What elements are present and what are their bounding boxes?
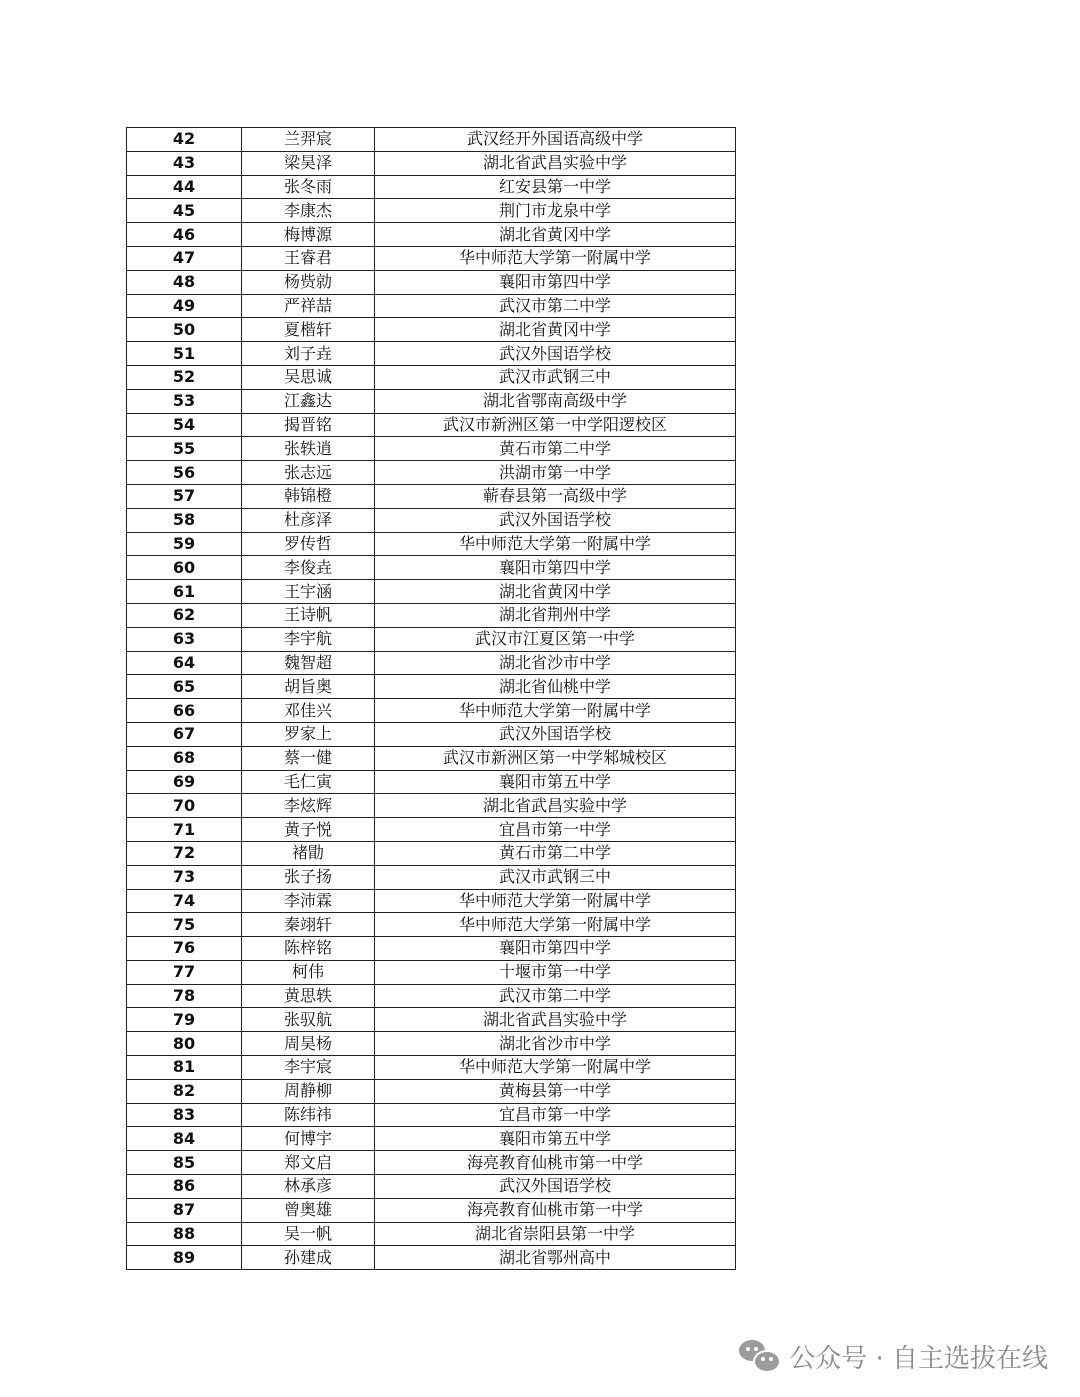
table-row: [127, 389, 736, 413]
table-row: [127, 1151, 736, 1175]
row-number: 65: [127, 675, 242, 699]
row-number: 86: [127, 1175, 242, 1199]
table-row: [127, 1056, 736, 1080]
row-number: 75: [127, 913, 242, 937]
table-row: [127, 1246, 736, 1270]
student-name: 江鑫达: [242, 389, 375, 413]
table-row: [127, 627, 736, 651]
row-number: 72: [127, 841, 242, 865]
table-row: [127, 365, 736, 389]
row-number: 46: [127, 223, 242, 247]
row-number: 63: [127, 627, 242, 651]
wechat-icon: [739, 1340, 779, 1372]
school-name: 华中师范大学第一附属中学: [375, 246, 736, 270]
row-number: 77: [127, 960, 242, 984]
student-name: 严祥喆: [242, 294, 375, 318]
student-name: 蔡一健: [242, 746, 375, 770]
table-row: [127, 318, 736, 342]
row-number: 78: [127, 984, 242, 1008]
student-name: 孙建成: [242, 1246, 375, 1270]
table-row: [127, 1175, 736, 1199]
student-name: 柯伟: [242, 960, 375, 984]
student-name: 张轶逍: [242, 437, 375, 461]
row-number: 69: [127, 770, 242, 794]
table-row: [127, 532, 736, 556]
table-row: [127, 818, 736, 842]
school-name: 华中师范大学第一附属中学: [375, 699, 736, 723]
school-name: 武汉经开外国语高级中学: [375, 128, 736, 152]
student-name: 李宇宸: [242, 1056, 375, 1080]
school-name: 湖北省黄冈中学: [375, 318, 736, 342]
school-name: 湖北省武昌实验中学: [375, 794, 736, 818]
student-name: 王睿君: [242, 246, 375, 270]
table-row: [127, 841, 736, 865]
student-name: 杜彦泽: [242, 508, 375, 532]
row-number: 82: [127, 1079, 242, 1103]
school-name: 湖北省鄂南高级中学: [375, 389, 736, 413]
student-name: 林承彦: [242, 1175, 375, 1199]
row-number: 67: [127, 722, 242, 746]
student-name: 魏智超: [242, 651, 375, 675]
student-name: 王诗帆: [242, 603, 375, 627]
row-number: 71: [127, 818, 242, 842]
row-number: 70: [127, 794, 242, 818]
row-number: 79: [127, 1008, 242, 1032]
row-number: 57: [127, 484, 242, 508]
school-name: 襄阳市第五中学: [375, 770, 736, 794]
student-name: 韩锦橙: [242, 484, 375, 508]
table-row: [127, 199, 736, 223]
row-number: 49: [127, 294, 242, 318]
school-name: 襄阳市第四中学: [375, 937, 736, 961]
table-row: [127, 1032, 736, 1056]
school-name: 宜昌市第一中学: [375, 1103, 736, 1127]
table-row: [127, 1222, 736, 1246]
table-row: [127, 556, 736, 580]
school-name: 武汉外国语学校: [375, 508, 736, 532]
table-row: [127, 675, 736, 699]
row-number: 48: [127, 270, 242, 294]
school-name: 湖北省荆州中学: [375, 603, 736, 627]
row-number: 58: [127, 508, 242, 532]
roster-table-container: [126, 127, 735, 1270]
student-name: 秦翊轩: [242, 913, 375, 937]
table-row: [127, 294, 736, 318]
row-number: 61: [127, 580, 242, 604]
row-number: 74: [127, 889, 242, 913]
student-name: 罗家上: [242, 722, 375, 746]
student-name: 梁昊泽: [242, 151, 375, 175]
row-number: 73: [127, 865, 242, 889]
watermark: [739, 1336, 1048, 1376]
school-name: 湖北省鄂州高中: [375, 1246, 736, 1270]
row-number: 54: [127, 413, 242, 437]
row-number: 47: [127, 246, 242, 270]
row-number: 43: [127, 151, 242, 175]
table-row: [127, 270, 736, 294]
school-name: 武汉外国语学校: [375, 1175, 736, 1199]
student-name: 吴一帆: [242, 1222, 375, 1246]
student-name: 张子扬: [242, 865, 375, 889]
row-number: 55: [127, 437, 242, 461]
school-name: 黄梅县第一中学: [375, 1079, 736, 1103]
school-name: 华中师范大学第一附属中学: [375, 889, 736, 913]
school-name: 武汉市武钢三中: [375, 865, 736, 889]
table-row: [127, 770, 736, 794]
school-name: 宜昌市第一中学: [375, 818, 736, 842]
row-number: 51: [127, 342, 242, 366]
row-number: 66: [127, 699, 242, 723]
row-number: 44: [127, 175, 242, 199]
student-name: 邓佳兴: [242, 699, 375, 723]
table-row: [127, 508, 736, 532]
school-name: 华中师范大学第一附属中学: [375, 532, 736, 556]
student-name: 李宇航: [242, 627, 375, 651]
row-number: 81: [127, 1056, 242, 1080]
school-name: 襄阳市第五中学: [375, 1127, 736, 1151]
row-number: 87: [127, 1198, 242, 1222]
school-name: 红安县第一中学: [375, 175, 736, 199]
row-number: 88: [127, 1222, 242, 1246]
table-row: [127, 1079, 736, 1103]
table-row: [127, 128, 736, 152]
school-name: 武汉市新洲区第一中学阳逻校区: [375, 413, 736, 437]
table-row: [127, 865, 736, 889]
row-number: 80: [127, 1032, 242, 1056]
school-name: 华中师范大学第一附属中学: [375, 1056, 736, 1080]
school-name: 湖北省沙市中学: [375, 1032, 736, 1056]
student-name: 陈纬祎: [242, 1103, 375, 1127]
row-number: 83: [127, 1103, 242, 1127]
school-name: 湖北省沙市中学: [375, 651, 736, 675]
table-row: [127, 889, 736, 913]
table-row: [127, 699, 736, 723]
student-name: 黄思轶: [242, 984, 375, 1008]
table-row: [127, 603, 736, 627]
school-name: 武汉市新洲区第一中学邾城校区: [375, 746, 736, 770]
table-row: [127, 1008, 736, 1032]
row-number: 62: [127, 603, 242, 627]
table-row: [127, 746, 736, 770]
row-number: 59: [127, 532, 242, 556]
school-name: 蕲春县第一高级中学: [375, 484, 736, 508]
school-name: 武汉市第二中学: [375, 984, 736, 1008]
student-name: 毛仁寅: [242, 770, 375, 794]
student-name: 揭晋铭: [242, 413, 375, 437]
table-row: [127, 437, 736, 461]
roster-table-body: [127, 128, 736, 1270]
table-row: [127, 484, 736, 508]
student-name: 李俊垚: [242, 556, 375, 580]
row-number: 84: [127, 1127, 242, 1151]
school-name: 湖北省武昌实验中学: [375, 1008, 736, 1032]
student-name: 周昊杨: [242, 1032, 375, 1056]
school-name: 襄阳市第四中学: [375, 270, 736, 294]
student-name: 李沛霖: [242, 889, 375, 913]
student-name: 杨赀勍: [242, 270, 375, 294]
school-name: 华中师范大学第一附属中学: [375, 913, 736, 937]
table-row: [127, 913, 736, 937]
student-name: 周静柳: [242, 1079, 375, 1103]
student-name: 张冬雨: [242, 175, 375, 199]
school-name: 武汉市武钢三中: [375, 365, 736, 389]
row-number: 45: [127, 199, 242, 223]
table-row: [127, 794, 736, 818]
school-name: 海亮教育仙桃市第一中学: [375, 1151, 736, 1175]
table-row: [127, 1127, 736, 1151]
student-name: 夏楷轩: [242, 318, 375, 342]
row-number: 56: [127, 461, 242, 485]
student-name: 黄子悦: [242, 818, 375, 842]
row-number: 53: [127, 389, 242, 413]
table-row: [127, 1198, 736, 1222]
table-row: [127, 246, 736, 270]
table-row: [127, 413, 736, 437]
school-name: 海亮教育仙桃市第一中学: [375, 1198, 736, 1222]
school-name: 湖北省仙桃中学: [375, 675, 736, 699]
row-number: 64: [127, 651, 242, 675]
student-name: 罗传哲: [242, 532, 375, 556]
student-name: 刘子垚: [242, 342, 375, 366]
student-name: 郑文启: [242, 1151, 375, 1175]
table-row: [127, 651, 736, 675]
watermark-text: 公众号 · 自主选拔在线: [789, 1343, 1048, 1374]
student-name: 李炫辉: [242, 794, 375, 818]
school-name: 湖北省崇阳县第一中学: [375, 1222, 736, 1246]
student-name: 曾奥雄: [242, 1198, 375, 1222]
student-name: 陈梓铭: [242, 937, 375, 961]
table-row: [127, 937, 736, 961]
student-name: 王宇涵: [242, 580, 375, 604]
table-row: [127, 722, 736, 746]
school-name: 武汉外国语学校: [375, 342, 736, 366]
school-name: 黄石市第二中学: [375, 437, 736, 461]
school-name: 洪湖市第一中学: [375, 461, 736, 485]
school-name: 武汉市第二中学: [375, 294, 736, 318]
school-name: 湖北省黄冈中学: [375, 223, 736, 247]
row-number: 50: [127, 318, 242, 342]
school-name: 湖北省黄冈中学: [375, 580, 736, 604]
student-name: 张志远: [242, 461, 375, 485]
table-row: [127, 984, 736, 1008]
row-number: 76: [127, 937, 242, 961]
school-name: 武汉外国语学校: [375, 722, 736, 746]
school-name: 武汉市江夏区第一中学: [375, 627, 736, 651]
school-name: 黄石市第二中学: [375, 841, 736, 865]
school-name: 襄阳市第四中学: [375, 556, 736, 580]
student-name: 胡旨奥: [242, 675, 375, 699]
student-name: 李康杰: [242, 199, 375, 223]
table-row: [127, 461, 736, 485]
table-row: [127, 223, 736, 247]
table-row: [127, 580, 736, 604]
school-name: 荆门市龙泉中学: [375, 199, 736, 223]
row-number: 68: [127, 746, 242, 770]
table-row: [127, 175, 736, 199]
student-name: 何博宇: [242, 1127, 375, 1151]
row-number: 85: [127, 1151, 242, 1175]
student-name: 吴思诚: [242, 365, 375, 389]
table-row: [127, 151, 736, 175]
table-row: [127, 342, 736, 366]
table-row: [127, 1103, 736, 1127]
row-number: 89: [127, 1246, 242, 1270]
school-name: 湖北省武昌实验中学: [375, 151, 736, 175]
row-number: 42: [127, 128, 242, 152]
row-number: 52: [127, 365, 242, 389]
school-name: 十堰市第一中学: [375, 960, 736, 984]
student-name: 兰羿宸: [242, 128, 375, 152]
student-name: 褚勖: [242, 841, 375, 865]
roster-table: [126, 127, 736, 1270]
table-row: [127, 960, 736, 984]
student-name: 张驭航: [242, 1008, 375, 1032]
student-name: 梅博源: [242, 223, 375, 247]
row-number: 60: [127, 556, 242, 580]
